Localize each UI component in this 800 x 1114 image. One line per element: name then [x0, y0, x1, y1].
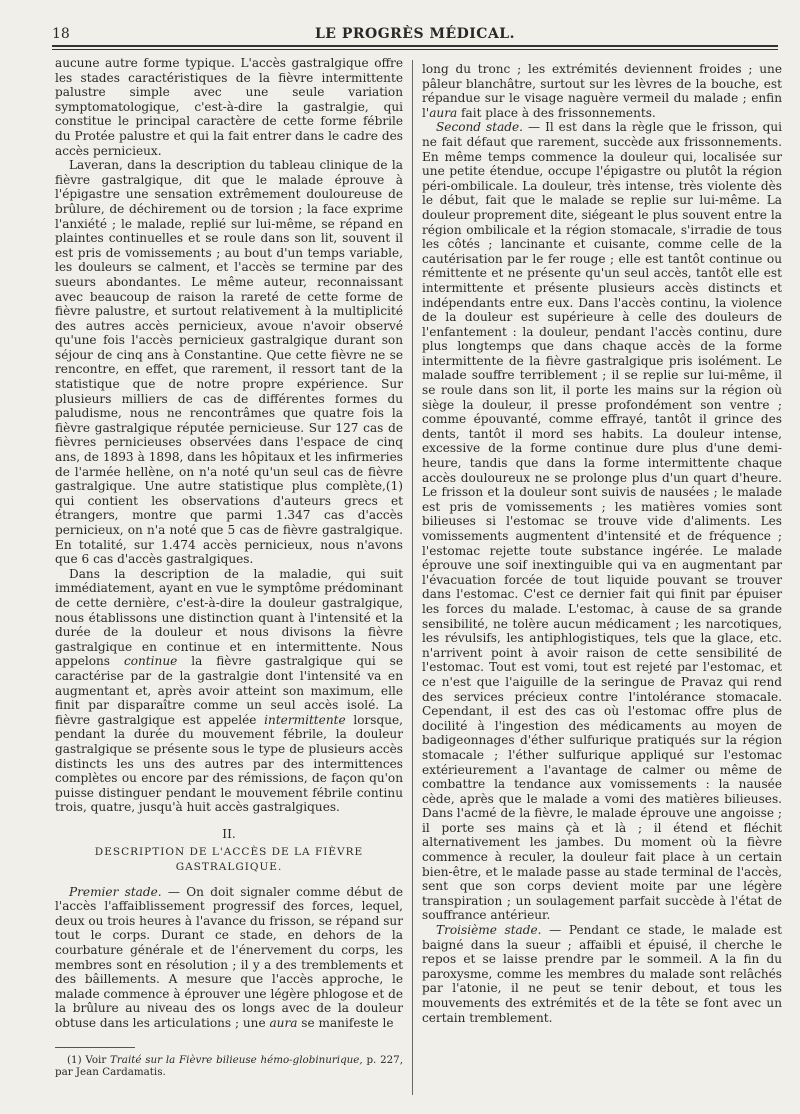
- italic-term: intermittente: [264, 712, 346, 727]
- stage-heading: Second stade.: [436, 120, 524, 135]
- paragraph: aucune autre forme typique. L'accès gastralgique offre les stades caractéristiques de la fièvre intermittente palustre simple avec une seule variation symptomatologique, c'est-à-dire la gastralgie, qui constitue le principal caractère de cette forme fébrile du Protée palustre et qui la fait entrer dans le cadre des accès pernicieux.: [55, 56, 403, 158]
- italic-term: aura: [269, 1016, 298, 1030]
- paragraph: Second stade. — Il est dans la règle que le frisson, qui ne fait défaut que rarement, succède aux frissonnements. En même temps commence la douleur qui, localisée sur une petite étendue, occupe l'épigastre ou plutôt la région péri-ombilicale. La douleur, très intense, très violente dès le début, fait que le malade se replie sur lui-même. La douleur proprement dite, siégeant le plus souvent entre la région ombilicale et la région stomacale, s'irradie de tous les côtés ; lancinante et cuisante, comme celle de la cautérisation par le fer rouge ; elle est tantôt continue ou rémittente et ne présente qu'un seul accès, tantôt elle est intermittente et présente plusieurs accès distincts et indépendants entre eux. Dans l'accès continu, la violence de la douleur est supérieure à celle des douleurs de l'enfantement : la douleur, pendant l'accès continu, dure plus longtemps que dans chaque accès de la forme intermittente de la fièvre gastralgique pris isolément. Le malade souffre terriblement ; il se replie sur lui-même, il se roule dans son lit, il porte les mains sur la région où siège la douleur, il presse profondément son ventre ; comme épouvanté, comme effrayé, tantôt il grince des dents, tantôt il mord ses habits. La douleur intense, excessive de la forme continue dure plus d'une demi-heure, tandis que dans la forme intermittente chaque accès douloureux ne se prolonge plus d'un quart d'heure. Le frisson et la douleur sont suivis de nausées ; le malade est pris de vomissements ; les matières vomies sont bilieuses si l'estomac se trouve vide d'aliments. Les vomissements augmentent d'intensité et de fréquence ; l'estomac rejette toute substance ingérée. Le malade éprouve une soif inextinguible qui va en augmentant par l'évacuation forcée de tout liquide pouvant se trouver dans l'estomac. C'est ce dernier fait qui finit par épuiser les forces du malade. L'estomac, à cause de sa grande sensibilité, ne tolère aucun médicament ; les narcotiques, les révulsifs, les antiphlogistiques, tels que la glace, etc. n'arrivent point à avoir raison de cette sensibilité de l'estomac. Tout est vomi, tout est rejeté par l'estomac, et ce n'est que l'aiguille de la seringue de Pravaz qui rend des services précieux contre l'intolérance stomacale. Cependant, il est des cas où l'estomac offre plus de docilité à l'ingestion des médicaments au moyen de badigeonnages d'éther sulfurique pratiqués sur la région stomacale ; l'éther sulfurique appliqué sur l'estomac extérieurement a l'avantage de calmer ou même de combattre la tendance aux vomissements : la nausée cède, après que le malade a vomi des matières bilieuses. Dans l'acmé de la fièvre, le malade éprouve une angoisse ; il porte ses mains çà et là ; il étend et fléchit alternativement les jambes. Du moment où la fièvre commence à reculer, la douleur fait place à un certain bien-être, et le malade passe au stade terminal de l'accès, sent que son corps devient moite par une légère transpiration ; un soulagement parfait succède à l'état de souffrance antérieur.: [422, 120, 783, 923]
- stage-heading: Premier stade.: [69, 884, 162, 899]
- italic-term: aura: [429, 105, 458, 120]
- paragraph: Troisième stade. — Pendant ce stade, le malade est baigné dans la sueur ; affaibli et épuisé, il cherche le repos et se laisse prendre par le sommeil. A la fin du paroxysme, comme les membres du malade sont relâchés par l'atonie, il ne peut se tenir debout, et tous les mouvements des extrémités et de la tête se font avec un certain tremblement.: [422, 923, 783, 1025]
- column-divider: [412, 60, 413, 1095]
- footnote-rule: [55, 1047, 135, 1048]
- paragraph: Laveran, dans la description du tableau clinique de la fièvre gastralgique, dit que le malade éprouve à l'épigastre une sensation extrêmement douloureuse de brûlure, de déchirement ou de torsion ; la face exprime l'anxiété ; le malade, replié sur lui-même, se répand en plaintes continuelles et se roule dans son lit, souvent il est pris de vomissements ; au bout d'un temps variable, les douleurs se calment, et l'accès se termine par des sueurs abondantes. Le même auteur, reconnaissant avec beaucoup de raison la rareté de cette forme de fièvre palustre, et surtout relativement à la multiplicité des autres accès pernicieux, avoue n'avoir observé qu'une fois l'accès pernicieux gastralgique durant son séjour de cinq ans à Constantine. Que cette fièvre ne se rencontre, en effet, que rarement, il ressort tant de la statistique que de notre propre expérience. Sur plusieurs milliers de cas de différentes formes du paludisme, nous ne rencontrâmes que quatre fois la fièvre gastralgique réputée pernicieuse. Sur 127 cas de fièvres pernicieuses observées dans l'espace de cinq ans, de 1893 à 1898, dans les hôpitaux et les infirmeries de l'armée hellène, on n'a noté qu'un seul cas de fièvre gastralgique. Une autre statistique plus complète,(1) qui contient les observations d'auteurs grecs et étrangers, montre que parmi 1.347 cas d'accès pernicieux, on n'a noté que 5 cas de fièvre gastralgique. En totalité, sur 1.474 accès pernicieux, nous n'avons que 6 cas d'accès gastralgiques.: [55, 158, 403, 567]
- journal-title: LE PROGRÈS MÉDICAL.: [314, 26, 516, 42]
- right-column: [422, 62, 782, 1025]
- stage-heading: Troisième stade.: [436, 923, 542, 938]
- page-number: 18: [52, 26, 70, 42]
- paragraph: long du tronc ; les extrémités deviennent froides ; une pâleur blanchâtre, surtout sur les lèvres de la bouche, est répandue sur le visage naguère vermeil du malade ; enfin l'aura fait place à des frissonnements.: [422, 62, 782, 120]
- section-number: II.: [222, 826, 236, 841]
- paragraph: Dans la description de la maladie, qui suit immédiatement, ayant en vue le symptôme prédominant de cette dernière, c'est-à-dire la douleur gastralgique, nous établissons une distinction quant à l'intensité et la durée de la douleur et nous divisons la fièvre gastralgique en continue et en intermittente. Nous appelons continue la fièvre gastralgique qui se caractérise par de la gastralgie dont l'intensité va en augmentant et, après avoir atteint son maximum, elle finit par disparaître comme un seul accès isolé. La fièvre gastralgique est appelée intermittente lorsque, pendant la durée du mouvement fébrile, la douleur gastralgique se présente sous le type de plusieurs accès distincts les uns des autres par des intermittences complètes ou encore par des rémissions, de façon qu'on puisse distinguer pendant le mouvement fébrile continu trois, quatre, jusqu'à huit accès gastralgiques.: [55, 566, 404, 815]
- left-column: [55, 56, 403, 1079]
- section-title: DESCRIPTION DE L'ACCÈS DE LA FIÈVRE GASTRALGIQUE.: [94, 846, 364, 874]
- header-rule: [52, 45, 778, 50]
- footnote: (1) Voir Traité sur la Fièvre bilieuse hémo-globinurique, p. 227, par Jean Cardamatis.: [55, 1053, 403, 1079]
- paragraph: Premier stade. — On doit signaler comme début de l'accès l'affaiblissement progressif des forces, lequel, deux ou trois heures à l'avance du frisson, se répand sur tout le corps. Durant ce stade, en dehors de la courbature générale et de l'énervement du corps, les membres sont en résolution ; il y a des tremblements et des bâillements. A mesure que l'accès approche, le malade commence à éprouver une légère phlogose et de la brûlure au niveau des os longs avec de la douleur obtuse dans les articulations ; une aura se manifeste le: [55, 884, 403, 1030]
- italic-term: continue: [123, 654, 178, 669]
